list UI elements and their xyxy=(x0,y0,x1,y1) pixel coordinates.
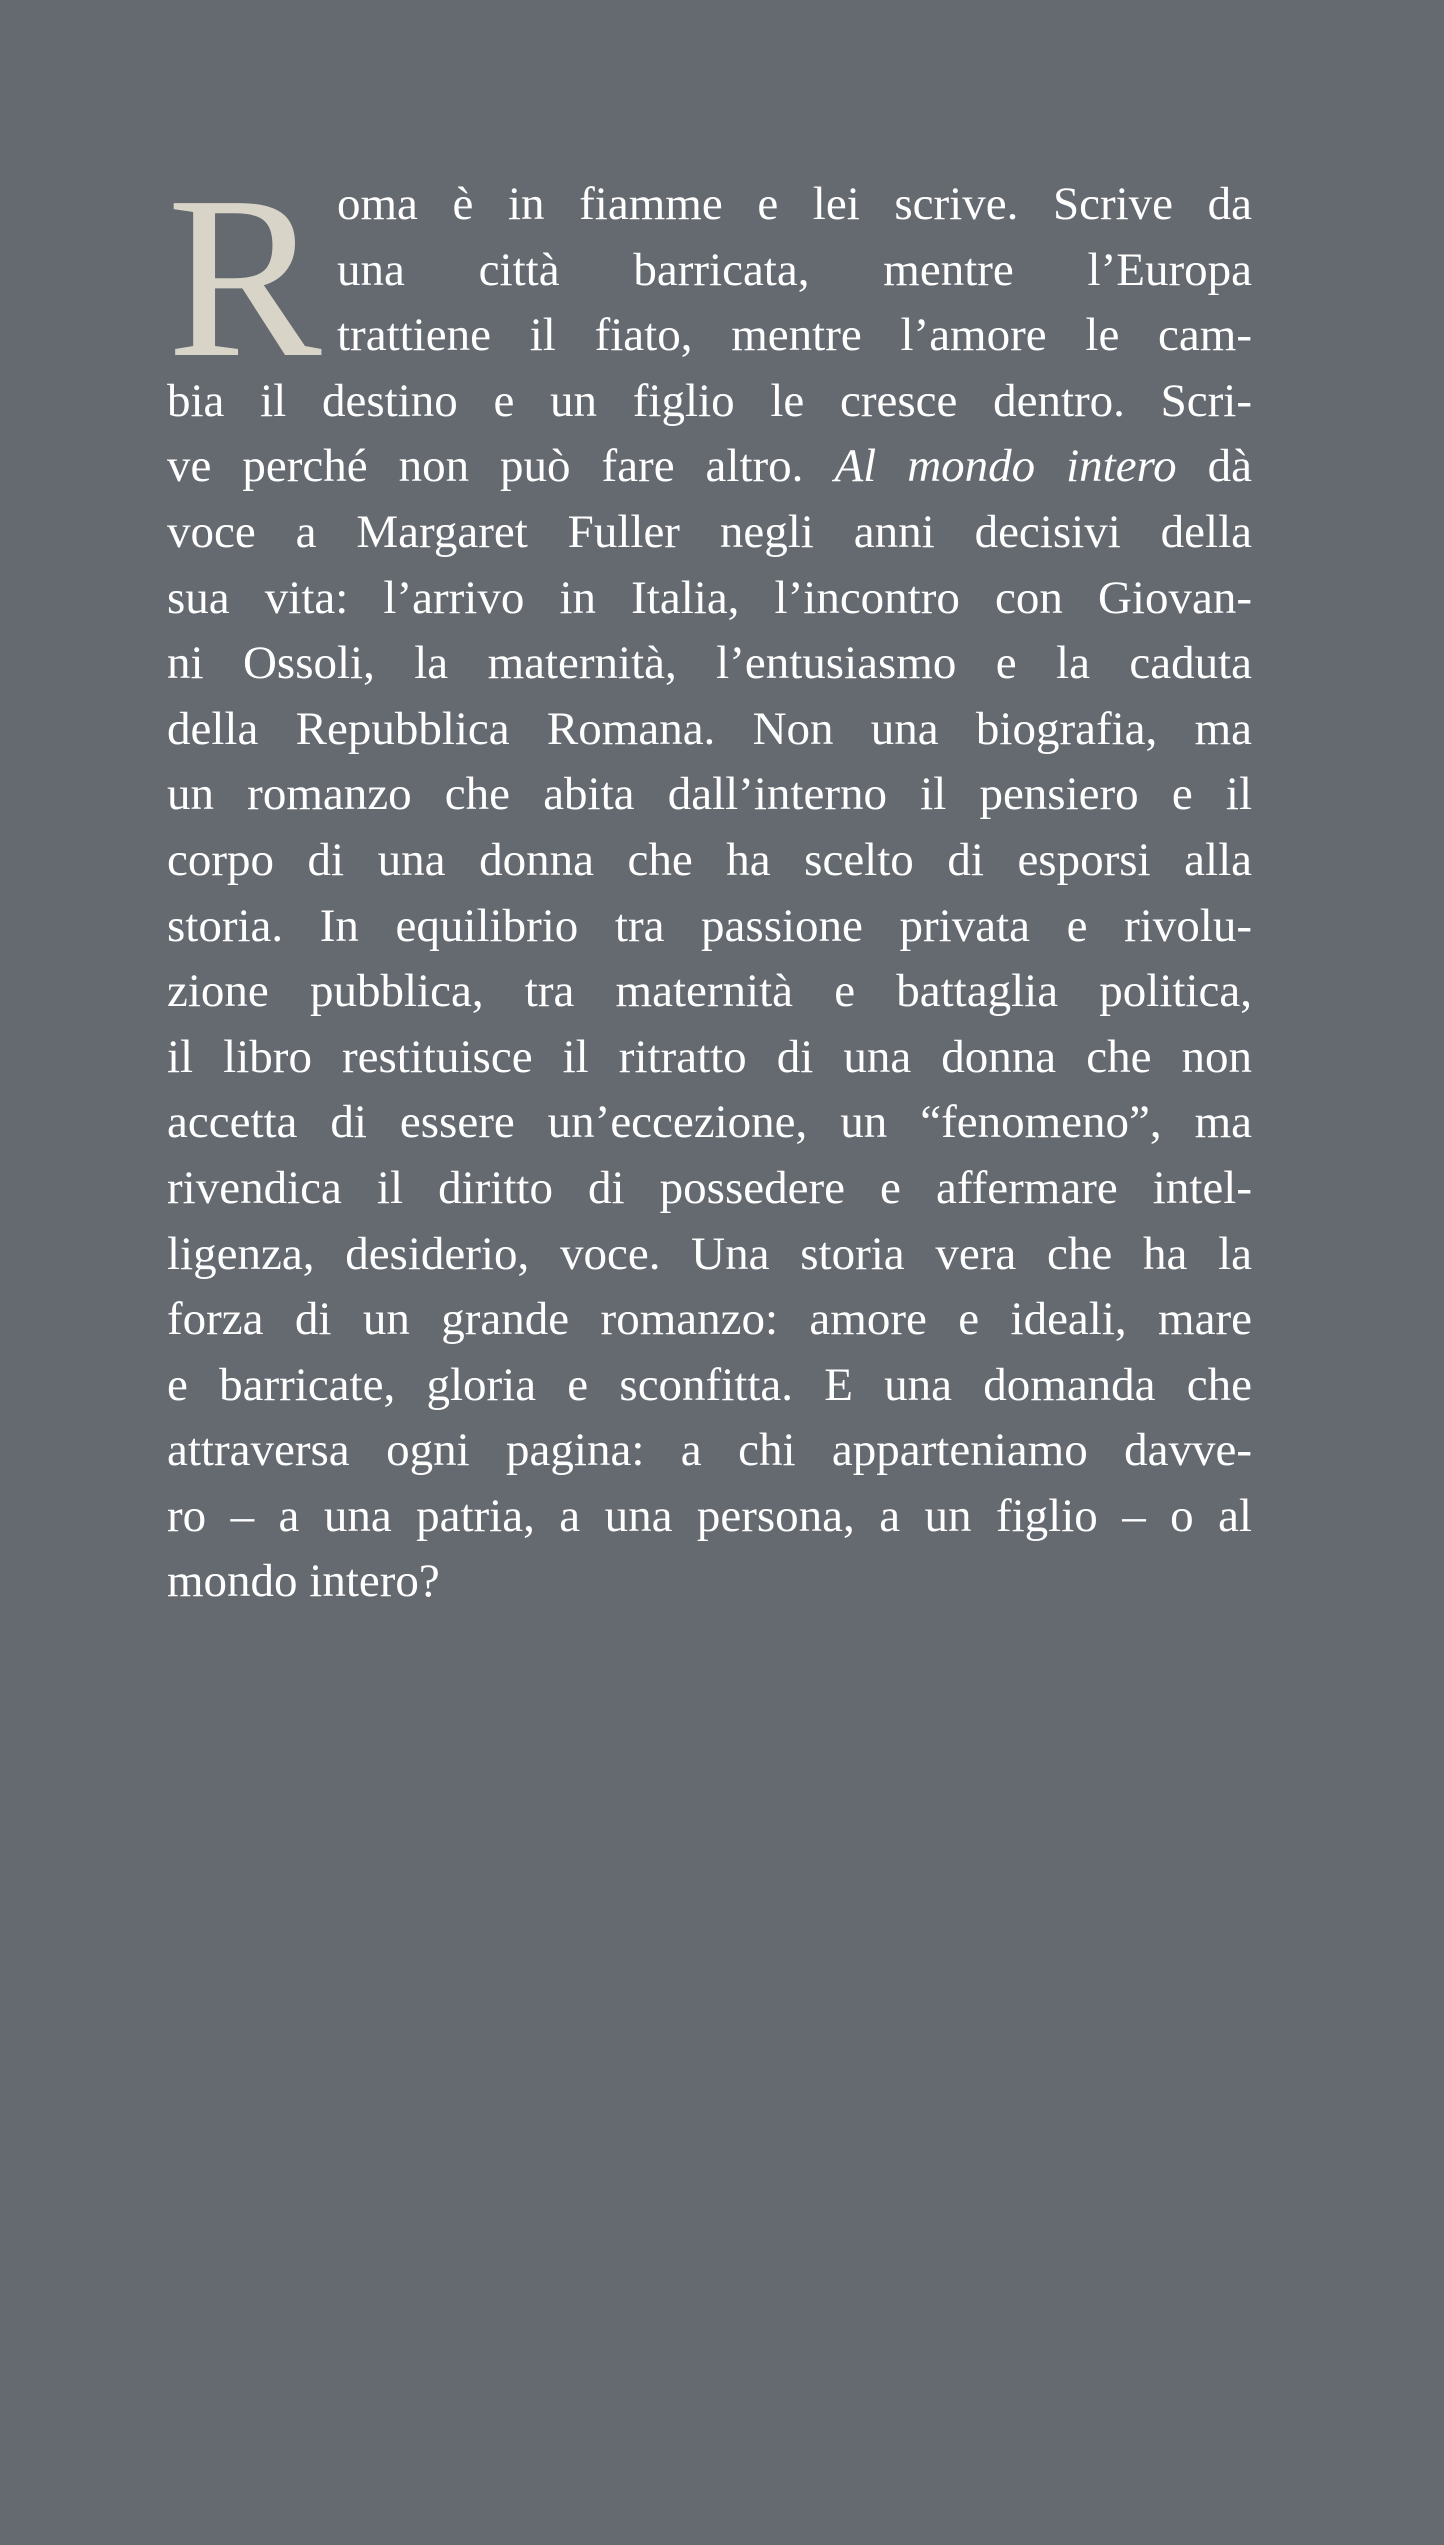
blurb-line: rivendica il diritto di possedere e affermare intel- xyxy=(167,1161,1252,1214)
blurb-line: storia. In equilibrio tra passione privata e rivolu- xyxy=(167,899,1252,952)
blurb-line: attraversa ogni pagina: a chi apparteniamo davve- xyxy=(167,1424,1252,1477)
blurb-line: zione pubblica, tra maternità e battaglia politica, xyxy=(167,965,1252,1018)
blurb-line: ro – a una patria, a una persona, a un figlio – o al xyxy=(167,1489,1252,1542)
blurb-line: e barricate, gloria e sconfitta. E una domanda che xyxy=(167,1358,1252,1411)
blurb-line: voce a Margaret Fuller negli anni decisivi della xyxy=(167,505,1252,558)
blurb-line: ligenza, desiderio, voce. Una storia vera che ha la xyxy=(167,1227,1252,1280)
book-title-italic: Al mondo intero xyxy=(834,440,1177,493)
blurb-line-start: ve perché non può fare altro. xyxy=(167,440,804,493)
blurb-line: della Repubblica Romana. Non una biografia, ma xyxy=(167,702,1252,755)
blurb-text xyxy=(167,149,1253,1615)
blurb-line: forza di un grande romanzo: amore e ideali, mare xyxy=(167,1293,1252,1346)
blurb-line: un romanzo che abita dall’interno il pensiero e il xyxy=(167,768,1252,821)
blurb-line: corpo di una donna che ha scelto di esporsi alla xyxy=(167,833,1252,886)
blurb-line: accetta di essere un’eccezione, un “fenomeno”, ma xyxy=(167,1096,1252,1149)
blurb-line: una città barricata, mentre l’Europa xyxy=(337,243,1252,296)
blurb-line: mondo intero? xyxy=(167,1555,440,1608)
blurb-line: bia il destino e un figlio le cresce dentro. Scri- xyxy=(167,374,1252,427)
blurb-line: sua vita: l’arrivo in Italia, l’incontro con Giovan- xyxy=(167,571,1252,624)
blurb-line: oma è in fiamme e lei scrive. Scrive da xyxy=(337,178,1252,230)
blurb-line: ni Ossoli, la maternità, l’entusiasmo e la caduta xyxy=(167,637,1252,690)
blurb-line-with-title xyxy=(167,434,1252,500)
blurb-line-end: dà xyxy=(1176,440,1253,493)
blurb-line: trattiene il fiato, mentre l’amore le cam- xyxy=(337,309,1252,362)
blurb-line: il libro restituisce il ritratto di una donna che non xyxy=(167,1030,1252,1083)
drop-cap: R xyxy=(167,149,322,406)
